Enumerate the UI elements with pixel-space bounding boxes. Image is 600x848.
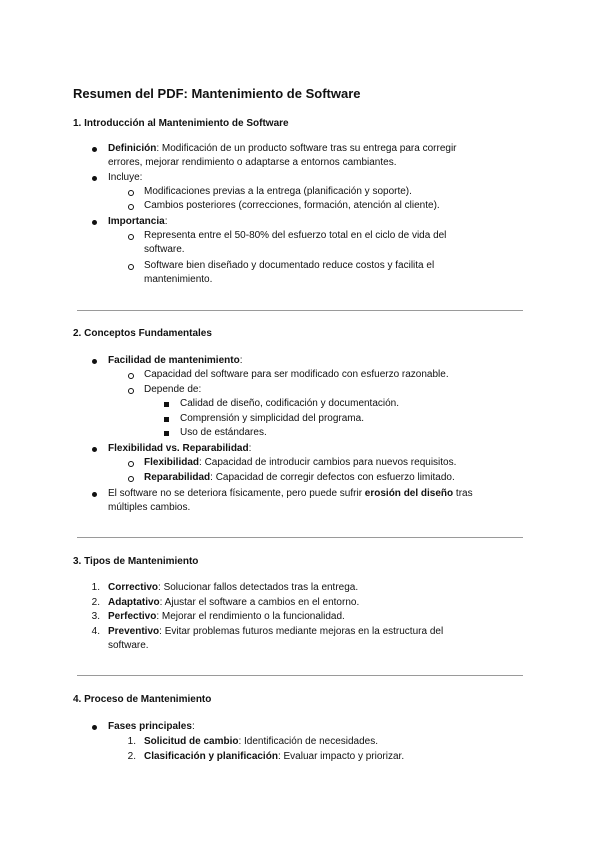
fases-label: Fases principales <box>108 721 192 732</box>
facilidad-item-1: Capacidad del software para ser modificado con esfuerzo razonable. <box>144 369 449 380</box>
bullet-disc-icon <box>92 725 97 730</box>
bullet-square-icon <box>164 417 169 422</box>
bullet-circle-icon <box>128 373 134 379</box>
facilidad-item-2: Depende de: <box>144 384 202 395</box>
importancia-item-1b: software. <box>144 244 185 255</box>
bullet-disc-icon <box>92 447 97 452</box>
definition-text: : Modificación de un producto software tras su entrega para corregir <box>156 143 457 154</box>
bullet-square-icon <box>164 402 169 407</box>
incluye-item-2: Cambios posteriores (correcciones, formación, atención al cliente). <box>144 200 440 211</box>
tipo-preventivo: Preventivo: Evitar problemas futuros mediante mejoras en la estructura del <box>108 626 444 637</box>
tipo-perfectivo: Perfectivo: Mejorar el rendimiento o la funcionalidad. <box>108 611 345 622</box>
tipo-adaptativo: Adaptativo: Ajustar el software a cambios en el entorno. <box>108 597 360 608</box>
fase-solicitud: Solicitud de cambio: Identificación de necesidades. <box>144 736 379 747</box>
importancia-item-2a: Software bien diseñado y documentado reduce costos y facilita el <box>144 260 435 271</box>
page-title: Resumen del PDF: Mantenimiento de Software <box>73 86 361 101</box>
depende-item-2: Comprensión y simplicidad del programa. <box>180 413 364 424</box>
list-number: 2. <box>127 751 136 762</box>
incluye-label: Incluye: <box>108 172 143 183</box>
bullet-circle-icon <box>128 461 134 467</box>
definition-line-2: errores, mejorar rendimiento o adaptarse a entornos cambiantes. <box>108 157 397 168</box>
bullet-disc-icon <box>92 359 97 364</box>
depende-item-3: Uso de estándares. <box>180 427 267 438</box>
bullet-disc-icon <box>92 220 97 225</box>
erosion-line-2: múltiples cambios. <box>108 502 191 513</box>
section-4-heading: 4. Proceso de Mantenimiento <box>73 694 212 705</box>
facilidad-line: Facilidad de mantenimiento: <box>108 355 243 366</box>
tipo-correctivo: Correctivo: Solucionar fallos detectados tras la entrega. <box>108 582 359 593</box>
section-1-heading: 1. Introducción al Mantenimiento de Software <box>73 118 289 129</box>
facilidad-label: Facilidad de mantenimiento <box>108 355 240 366</box>
bullet-circle-icon <box>128 204 134 210</box>
list-number: 1. <box>127 736 136 747</box>
erosion-line-1: El software no se deteriora físicamente, pero puede sufrir erosión del diseño tras <box>108 488 473 499</box>
section-divider <box>77 310 523 311</box>
bullet-disc-icon <box>92 176 97 181</box>
importancia-label: Importancia <box>108 216 165 227</box>
section-divider <box>77 675 523 676</box>
importancia-item-1a: Representa entre el 50-80% del esfuerzo total en el ciclo de vida del <box>144 230 447 241</box>
bullet-circle-icon <box>128 388 134 394</box>
fase-clasificacion: Clasificación y planificación: Evaluar impacto y priorizar. <box>144 751 405 762</box>
incluye-item-1: Modificaciones previas a la entrega (planificación y soporte). <box>144 186 412 197</box>
flexibilidad-label: Flexibilidad vs. Reparabilidad <box>108 443 249 454</box>
section-divider <box>77 537 523 538</box>
flexibilidad-item: Flexibilidad: Capacidad de introducir cambios para nuevos requisitos. <box>144 457 457 468</box>
reparabilidad-item: Reparabilidad: Capacidad de corregir defectos con esfuerzo limitado. <box>144 472 455 483</box>
tipo-preventivo-cont: software. <box>108 640 149 651</box>
fases-line: Fases principales: <box>108 721 195 732</box>
bullet-circle-icon <box>128 476 134 482</box>
section-2-heading: 2. Conceptos Fundamentales <box>73 328 212 339</box>
bullet-square-icon <box>164 431 169 436</box>
definition-label: Definición <box>108 143 157 154</box>
list-number: 2. <box>91 597 100 608</box>
flexibilidad-line: Flexibilidad vs. Reparabilidad: <box>108 443 252 454</box>
list-number: 4. <box>91 626 100 637</box>
definition-line-1 <box>108 142 457 156</box>
section-3-heading: 3. Tipos de Mantenimiento <box>73 556 199 567</box>
importancia-line: Importancia: <box>108 216 168 227</box>
list-number: 3. <box>91 611 100 622</box>
list-number: 1. <box>91 582 100 593</box>
bullet-disc-icon <box>92 492 97 497</box>
bullet-circle-icon <box>128 234 134 240</box>
bullet-circle-icon <box>128 190 134 196</box>
importancia-item-2b: mantenimiento. <box>144 274 213 285</box>
bullet-disc-icon <box>92 147 97 152</box>
depende-item-1: Calidad de diseño, codificación y documentación. <box>180 398 400 409</box>
bullet-circle-icon <box>128 264 134 270</box>
